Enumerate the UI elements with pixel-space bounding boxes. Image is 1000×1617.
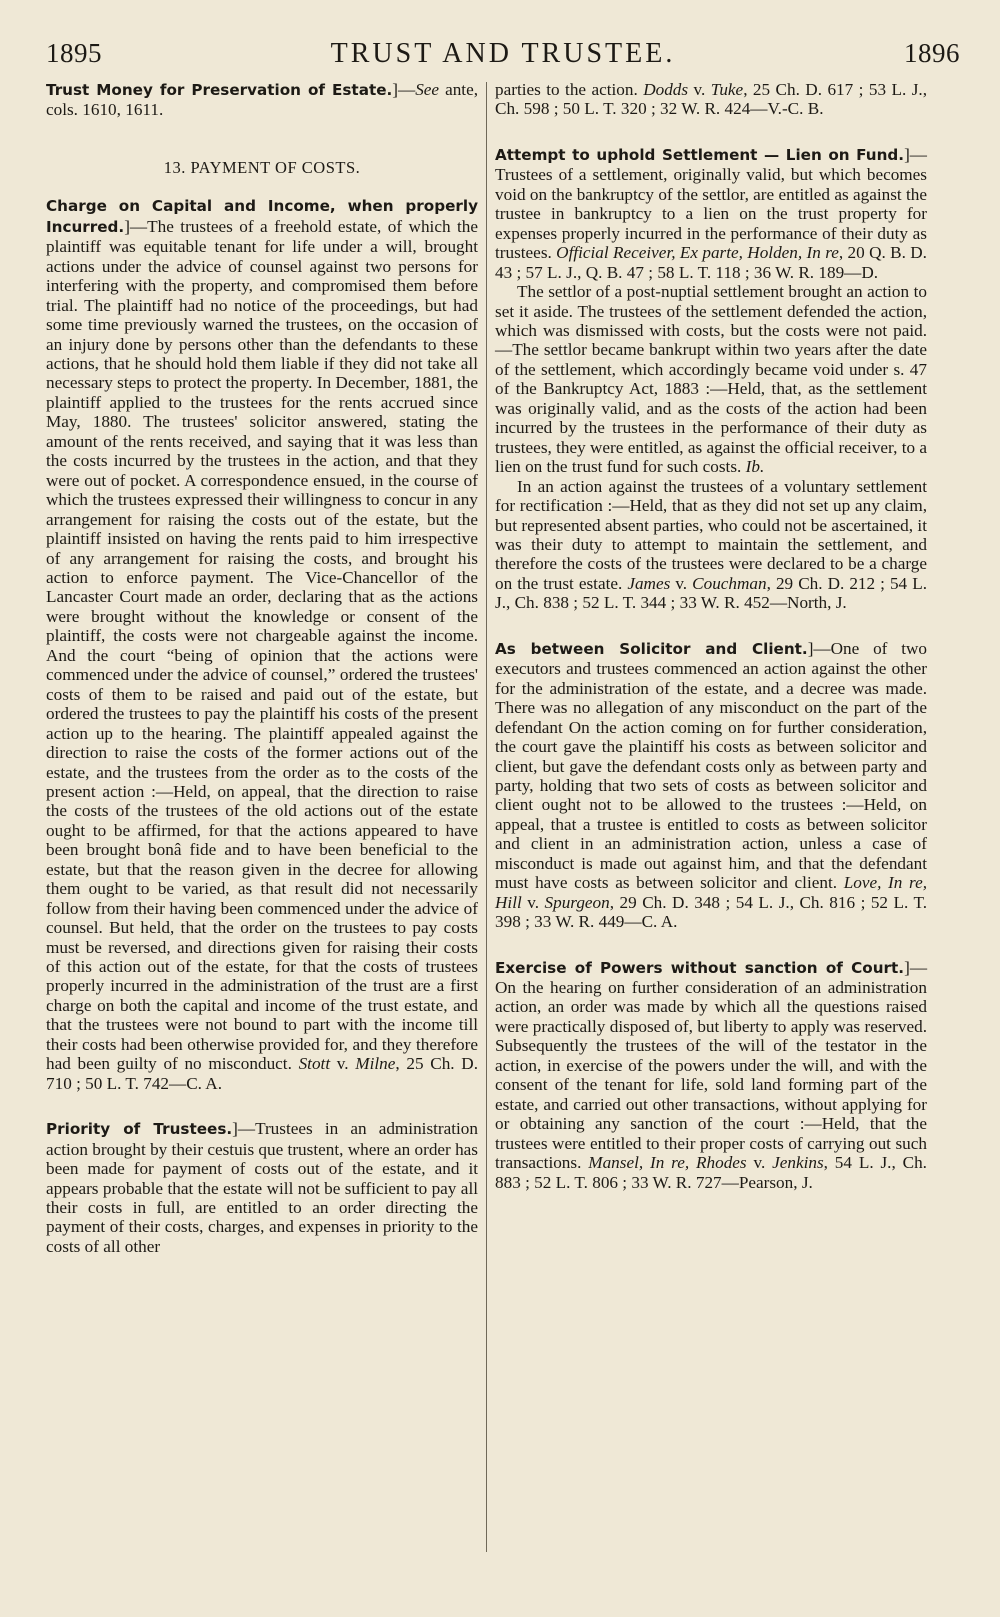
- paragraph-settlor: The settlor of a post-nuptial settlement brought an action to set it aside. The trustees of the settlement defended the action, which was dismissed with costs, but the costs were not paid. —The settlor became bankrupt within two years after the date of the settlement, which accordingly became void under s. 47 of the Bankruptcy Act, 1883 :—Held, that, as the settlement was originally valid, and as the costs of the action had been incurred by the trustees in the performance of their duty as trustees, they were entitled, as against the official receiver, to a lien on the trust fund for such costs. Ib.: [495, 282, 927, 477]
- paragraph-heading: Charge on Capital and Income, when properly Incurred.: [46, 197, 478, 236]
- case-citation: James: [627, 573, 671, 593]
- column-divider: [486, 82, 487, 1552]
- paragraph-heading: As between Solicitor and Client.: [495, 639, 808, 658]
- paragraph-charge-on-capital: Charge on Capital and Income, when properly Incurred.]—The trustees of a freehold estate, of which the plaintiff was equitable tenant for life under a will, brought actions under the advice of counsel against two persons for interfering with the property, and compromised them before trial. The plaintiff had no notice of the proceedings, but had some time previously warned the trustees, on the occasion of an injury done by persons other than the defendants to these actions, that he should hold them liable if they did not take all necessary steps to protect the property. In December, 1881, the plaintiff applied to the trustees for the rents accrued since May, 1880. The trustees' solicitor answered, stating the amount of the rents received, and saying that it was less than the costs incurred by the trustees in the action, and that they were out of pocket. A correspondence ensued, in the course of which the trustees expressed their willingness to concur in any arrangement for raising the costs out of the estate, but the plaintiff insisted on having the rents paid to him irrespective of any arrangement for raising the costs, and brought his action to enforce payment. The Vice-Chancellor of the Lancaster Court made an order, declaring that as the actions were brought without the knowledge or consent of the plaintiff, the costs were not chargeable against the income. And the court “being of opinion that the actions were commenced under the advice of counsel,” ordered the trustees' costs of them to be raised and paid out of the estate, but ordered the trustees to pay the plaintiff his costs of the present action up to the hearing. The plaintiff appealed against the direction to raise the costs of the former actions out of the estate, and the trustees from the order as to the costs of the present action :—Held, on appeal, that the direction to raise the costs of the trustees of the old actions out of the estate ought to be affirmed, for that the actions appeared to have been brought bonâ fide and to have been beneficial to the estate, but that the reason given in the decree for allowing them ought to be varied, as that result did not necessarily follow from their having been commenced under the advice of counsel. But held, that the order on the trustees to pay costs must be reversed, and directions given for raising their costs of this action out of the estate, for that the costs of trustees properly incurred in the administration of the trust are a first charge on both the capital and income of the trust estate, and that the trustees were not bound to part with the income till their costs had been otherwise provided for, and they therefore had been guilty of no misconduct. Stott v. Milne, 25 Ch. D. 710 ; 50 L. T. 742—C. A.: [46, 197, 478, 1093]
- case-citation: Love, In re, Hill: [495, 873, 927, 912]
- paragraph-priority-of-trustees: Priority of Trustees.]—Trustees in an administration action brought by their cestuis que trustent, where an order has been made for payment of costs out of the estate, and it appears probable that the estate will not be sufficient to pay all their costs in full, are entitled to an order directing the payment of their costs, charges, and expenses in priority to the costs of all other: [46, 1119, 478, 1256]
- case-citation: Ib.: [745, 457, 765, 477]
- paragraph-trust-money: Trust Money for Preservation of Estate.]—See ante, cols. 1610, 1611.: [46, 80, 478, 120]
- left-column: [46, 80, 478, 1256]
- section-title: 13. PAYMENT OF COSTS.: [163, 157, 361, 177]
- right-column-number: 1896: [903, 38, 960, 68]
- paragraph-solicitor-and-client: As between Solicitor and Client.]—One of two executors and trustees commenced an action against the other for the administration of the estate, and a decree was made. There was no allegation of any misconduct on the part of the defendant On the action coming on for further consideration, the court gave the plaintiff his costs as between solicitor and client, but gave the defendant costs only as between party and party, holding that two sets of costs as between solicitor and client ought not to be allowed to the trustees :—Held, on appeal, that a trustee is entitled to costs as between solicitor and client in an administration action, unless a case of misconduct is made out against him, and that the defendant must have costs as between solicitor and client. Love, In re, Hill v. Spurgeon, 29 Ch. D. 348 ; 54 L. J., Ch. 816 ; 52 L. T. 398 ; 33 W. R. 449—C. A.: [495, 638, 927, 932]
- paragraph-continued: parties to the action. Dodds v. Tuke, 25 Ch. D. 617 ; 53 L. J., Ch. 598 ; 50 L. T. 320 ; 32 W. R. 424—V.-C. B.: [495, 80, 927, 119]
- running-title: TRUST AND TRUSTEE.: [330, 38, 676, 69]
- case-citation: Dodds: [643, 80, 689, 99]
- case-citation: Stott: [298, 1054, 331, 1074]
- right-column: [495, 80, 927, 1192]
- paragraph-heading: Priority of Trustees.: [46, 1120, 233, 1139]
- paragraph-attempt-to-uphold: Attempt to uphold Settlement — Lien on Fund.]—Trustees of a settlement, originally valid, but which becomes void on the bankruptcy of the settlor, are entitled as against the trustee in bankruptcy to a lien on the trust property for expenses properly incurred in the performance of their duty as trustees. Official Receiver, Ex parte, Holden, In re, 20 Q. B. D. 43 ; 57 L. J., Q. B. 47 ; 58 L. T. 118 ; 36 W. R. 189—D.: [495, 144, 927, 282]
- left-column-number: 1895: [46, 38, 102, 68]
- paragraph-heading: Exercise of Powers without sanction of Court.: [495, 958, 905, 977]
- paragraph-exercise-of-powers: Exercise of Powers without sanction of Court.]—On the hearing on further consideration of an administration action, an order was made by which all the questions raised were practically disposed of, but liberty to apply was reserved. Subsequently the trustees of the will of the testator in the action, in exercise of the powers under the will, and with the consent of the tenant for life, sold land forming part of the estate, and carried out other transactions, without applying for or obtaining any sanction of the court :—Held, that the trustees were entitled to their proper costs of carrying out such transactions. Mansel, In re, Rhodes v. Jenkins, 54 L. J., Ch. 883 ; 52 L. T. 806 ; 33 W. R. 727—Pearson, J.: [495, 957, 927, 1192]
- paragraph-heading: Trust Money for Preservation of Estate.: [46, 81, 393, 99]
- page-header: [46, 38, 960, 78]
- case-citation: Official Receiver, Ex parte, Holden, In re: [556, 243, 839, 263]
- case-citation: Mansel, In re, Rhodes: [588, 1153, 747, 1173]
- paragraph-heading: Attempt to uphold Settlement — Lien on Fund.: [495, 145, 905, 164]
- paragraph-voluntary-settlement: In an action against the trustees of a voluntary settlement for rectification :—Held, that as they did not set up any claim, but represented absent parties, who could not be ascertained, it was their duty to attempt to maintain the settlement, and therefore the costs of the trustees were declared to be a charge on the trust estate. James v. Couchman, 29 Ch. D. 212 ; 54 L. J., Ch. 838 ; 52 L. T. 344 ; 33 W. R. 452—North, J.: [495, 476, 927, 613]
